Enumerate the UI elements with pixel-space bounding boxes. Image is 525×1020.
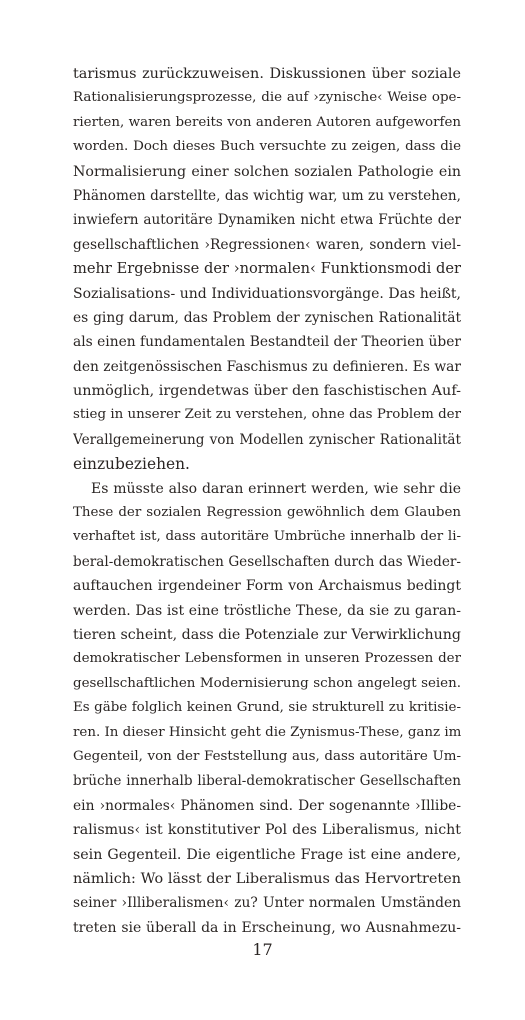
page-number: 17: [252, 940, 273, 959]
text-line: gesellschaftlichen ›Regressionen‹ waren, sondern viel-: [73, 236, 461, 253]
text-line: brüche innerhalb liberal-demokratischer Gesellschaften: [73, 773, 461, 790]
text-line: Es müsste also daran erinnert werden, wie sehr die: [91, 480, 461, 497]
text-line: Verallgemeinerung von Modellen zynischer Rationalität: [73, 431, 461, 448]
text-line: werden. Das ist eine tröstliche These, da sie zu garan-: [73, 602, 461, 619]
text-line: Normalisierung einer solchen sozialen Pathologie ein: [73, 163, 461, 180]
text-line: nämlich: Wo lässt der Liberalismus das Hervortreten: [73, 870, 461, 887]
text-line: den zeitgenössischen Faschismus zu definieren. Es war: [73, 358, 461, 375]
text-line: mehr Ergebnisse der ›normalen‹ Funktionsmodi der: [73, 260, 461, 278]
text-line: Rationalisierungsprozesse, die auf ›zynische‹ Weise ope-: [73, 90, 461, 106]
text-line: treten sie überall da in Erscheinung, wo Ausnahmezu-: [73, 919, 461, 936]
text-line: stieg in unserer Zeit zu verstehen, ohne das Problem der: [73, 407, 461, 423]
text-line: demokratischer Lebensformen in unseren Prozessen der: [73, 651, 461, 667]
text-line: ein ›normales‹ Phänomen sind. Der sogenannte ›Illibe-: [73, 797, 461, 814]
paragraph-2: [73, 477, 461, 940]
text-line: worden. Doch dieses Buch versuchte zu zeigen, dass die: [73, 139, 461, 155]
text-line: inwiefern autoritäre Dynamiken nicht etwa Früchte der: [73, 212, 461, 229]
text-line: verhaftet ist, dass autoritäre Umbrüche innerhalb der li-: [73, 529, 461, 545]
text-line: rierten, waren bereits von anderen Autoren aufgeworfen: [73, 114, 461, 130]
text-line: Phänomen darstellte, das wichtig war, um zu verstehen,: [73, 187, 461, 204]
text-line: unmöglich, irgendetwas über den faschistischen Auf-: [73, 383, 461, 400]
text-line: seiner ›Illiberalismen‹ zu? Unter normalen Umständen: [73, 895, 461, 912]
text-line: Gegenteil, von der Feststellung aus, dass autoritäre Um-: [73, 748, 461, 764]
text-line: sein Gegenteil. Die eigentliche Frage ist eine andere,: [73, 846, 461, 863]
text-line: gesellschaftlichen Modernisierung schon angelegt seien.: [73, 675, 461, 691]
text-line: als einen fundamentalen Bestandteil der Theorien über: [73, 334, 461, 351]
text-line: Es gäbe folglich keinen Grund, sie strukturell zu kritisie-: [73, 700, 461, 716]
text-line: ralismus‹ ist konstitutiver Pol des Liberalismus, nicht: [73, 822, 461, 839]
text-line: ren. In dieser Hinsicht geht die Zynismus-These, ganz im: [73, 724, 461, 740]
text-line: These der sozialen Regression gewöhnlich dem Glauben: [73, 505, 461, 521]
paragraph-1: [73, 62, 461, 477]
text-line: tieren scheint, dass die Potenziale zur Verwirklichung: [73, 626, 461, 643]
text-line: Sozialisations- und Individuationsvorgänge. Das heißt,: [73, 285, 461, 302]
text-line: tarismus zurückzuweisen. Diskussionen über soziale: [73, 66, 461, 82]
page-body: [73, 62, 461, 940]
text-line: beral-demokratischen Gesellschaften durch das Wieder-: [73, 553, 461, 570]
text-line: auftauchen irgendeiner Form von Archaismus bedingt: [73, 578, 461, 595]
text-line: einzubeziehen.: [73, 455, 190, 474]
text-line: es ging darum, das Problem der zynischen Rationalität: [73, 309, 461, 326]
